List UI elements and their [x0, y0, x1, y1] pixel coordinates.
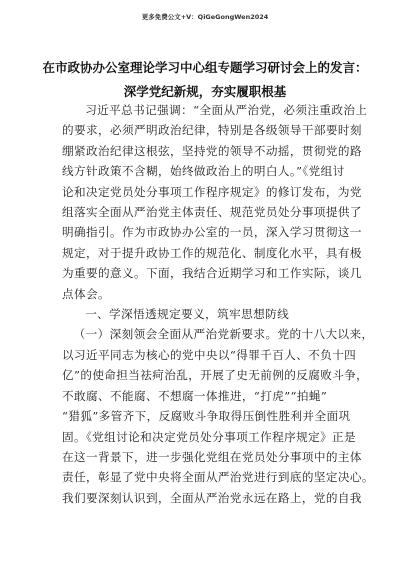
paragraph-line: 组落实全面从严治党主体责任、规范党员处分事项提供了 — [62, 205, 362, 220]
paragraph-line: （一）深刻领会全面从严治党新要求。党的十八大以来， — [73, 327, 374, 342]
paragraph-line: 责任，彰显了党中央将全面从严治党进行到底的坚定决心。 — [62, 470, 374, 485]
section-heading: 一、学深悟透规定要义，筑牢思想防线 — [85, 307, 290, 322]
paragraph-line: 为重要的意义。下面，我结合近期学习和工作实际，谈几 — [62, 266, 362, 281]
document-body — [62, 100, 374, 508]
paragraph-line: 绷紧政治纪律这根弦，坚持党的领导不动摇，贯彻党的路 — [62, 143, 362, 158]
paragraph-line: 习近平总书记强调：“全面从严治党，必须注重政治上 — [85, 103, 368, 117]
paragraph-line: “猎狐”多管齐下，反腐败斗争取得压倒性胜利并全面巩 — [62, 409, 351, 424]
paragraph-line: 不敢腐、不能腐、不想腐一体推进，“打虎”“拍蝇” — [62, 388, 328, 403]
paragraph-line: 点体会。 — [62, 286, 110, 301]
paragraph-line: 固。《党组讨论和决定党员处分事项工作程序规定》正是 — [62, 429, 357, 444]
page-header: 更多免费公文+V：QiGeGongWen2024 — [141, 13, 269, 21]
paragraph-line: 亿”的使命担当祛疴治乱，开展了史无前例的反腐败斗争， — [62, 368, 369, 383]
paragraph-line: 的要求，必须严明政治纪律，特别是各级领导干部要时刻 — [62, 123, 362, 138]
document-title-line-1: 在市政协办公室理论学习中心组专题学习研讨会上的发言： — [42, 60, 368, 75]
paragraph-line: 在这一背景下，进一步强化党组在党员处分事项中的主体 — [62, 449, 362, 464]
paragraph-line: 明确指引。作为市政协办公室的一员，深入学习贯彻这一 — [62, 225, 362, 240]
paragraph-line: 线方针政策不含糊，始终做政治上的明白人。”《党组讨 — [62, 164, 345, 179]
paragraph-line: 论和决定党员处分事项工作程序规定》的修订发布，为党 — [62, 184, 362, 199]
paragraph-line: 以习近平同志为核心的党中央以“得罪千百人、不负十四 — [62, 347, 357, 362]
paragraph-line: 规定，对于提升政协工作的规范化、制度化水平，具有极 — [62, 245, 362, 260]
paragraph-line: 我们要深刻认识到，全面从严治党永远在路上，党的自我 — [62, 490, 362, 505]
document-title-line-2: 深学党纪新规，夯实履职根基 — [123, 84, 287, 99]
